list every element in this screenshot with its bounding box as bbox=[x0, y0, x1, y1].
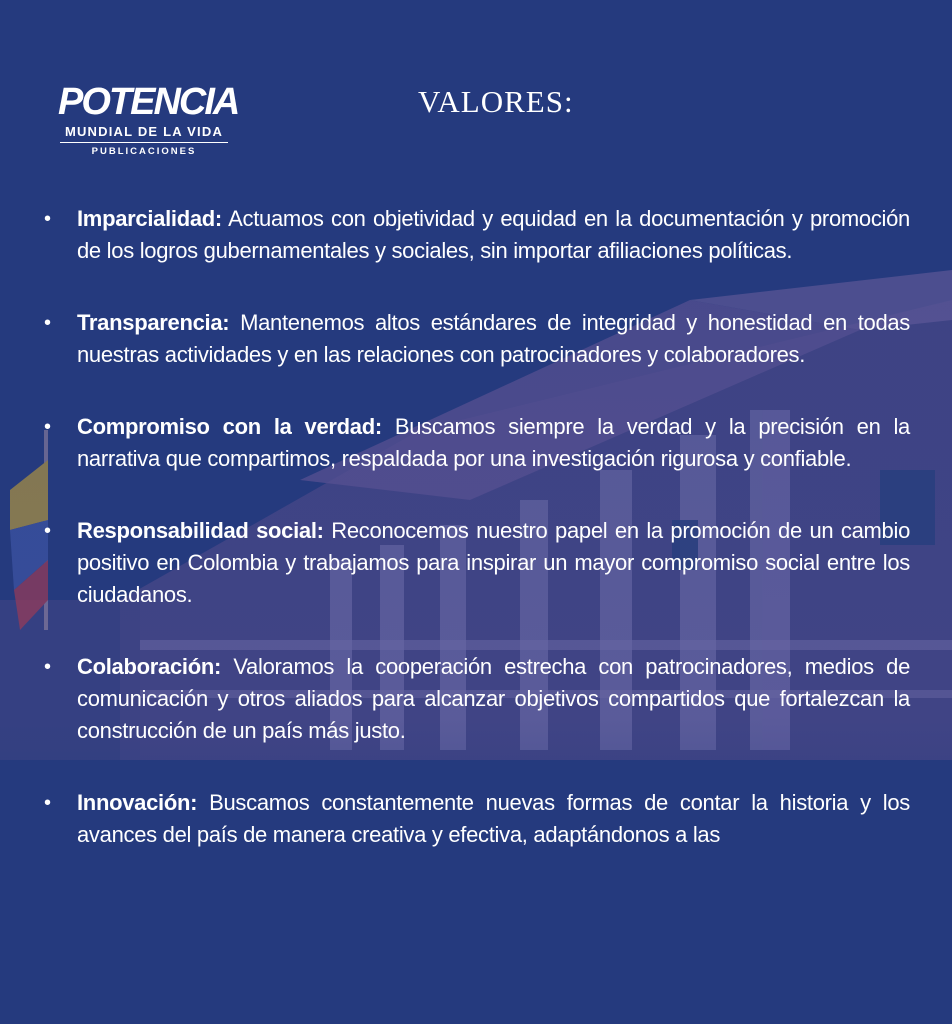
logo-wordmark: POTENCIA bbox=[58, 81, 239, 123]
value-term: Compromiso con la verdad: bbox=[77, 414, 382, 439]
logo-subtitle: MUNDIAL DE LA VIDA bbox=[64, 124, 224, 139]
value-item-colaboracion bbox=[40, 651, 910, 747]
value-term: Responsabilidad social: bbox=[77, 518, 324, 543]
page-title: VALORES: bbox=[418, 84, 574, 119]
value-description: Buscamos constantemente nuevas formas de contar la historia y los avances del país de manera creativa y efectiva, adaptándonos a las bbox=[77, 790, 910, 847]
value-item-transparencia bbox=[40, 307, 910, 371]
brand-logo bbox=[58, 80, 239, 160]
value-item-responsabilidad bbox=[40, 515, 910, 611]
bullet-icon: • bbox=[44, 416, 51, 438]
bullet-icon: • bbox=[44, 520, 51, 542]
value-term: Transparencia: bbox=[77, 310, 230, 335]
value-term: Colaboración: bbox=[77, 654, 221, 679]
value-item-imparcialidad bbox=[40, 203, 910, 267]
value-description: Reconocemos nuestro papel en la promoción de un cambio positivo en Colombia y trabajamos para inspirar un mayor compromiso social entre los ciudadanos. bbox=[77, 518, 910, 607]
value-description: Buscamos siempre la verdad y la precisión en la narrativa que compartimos, respaldada por una investigación rigurosa y confiable. bbox=[77, 414, 910, 471]
logo-divider bbox=[60, 142, 228, 143]
bullet-icon: • bbox=[44, 312, 51, 334]
value-item-innovacion bbox=[40, 787, 910, 851]
bullet-icon: • bbox=[44, 208, 51, 230]
bullet-icon: • bbox=[44, 656, 51, 678]
value-item-compromiso bbox=[40, 411, 910, 475]
value-term: Innovación: bbox=[77, 790, 198, 815]
value-description: Valoramos la cooperación estrecha con patrocinadores, medios de comunicación y otros aliados para alcanzar objetivos compartidos que fortalezcan la construcción de un país más justo. bbox=[77, 654, 910, 743]
bullet-icon: • bbox=[44, 792, 51, 814]
logo-publications: PUBLICACIONES bbox=[91, 146, 197, 157]
value-description: Mantenemos altos estándares de integridad y honestidad en todas nuestras actividades y en las relaciones con patrocinadores y colaboradores. bbox=[77, 310, 911, 367]
value-term: Imparcialidad: bbox=[77, 206, 222, 231]
value-description: Actuamos con objetividad y equidad en la documentación y promoción de los logros gubernamentales y sociales, sin importar afiliaciones políticas. bbox=[77, 206, 910, 263]
values-list bbox=[40, 203, 910, 891]
